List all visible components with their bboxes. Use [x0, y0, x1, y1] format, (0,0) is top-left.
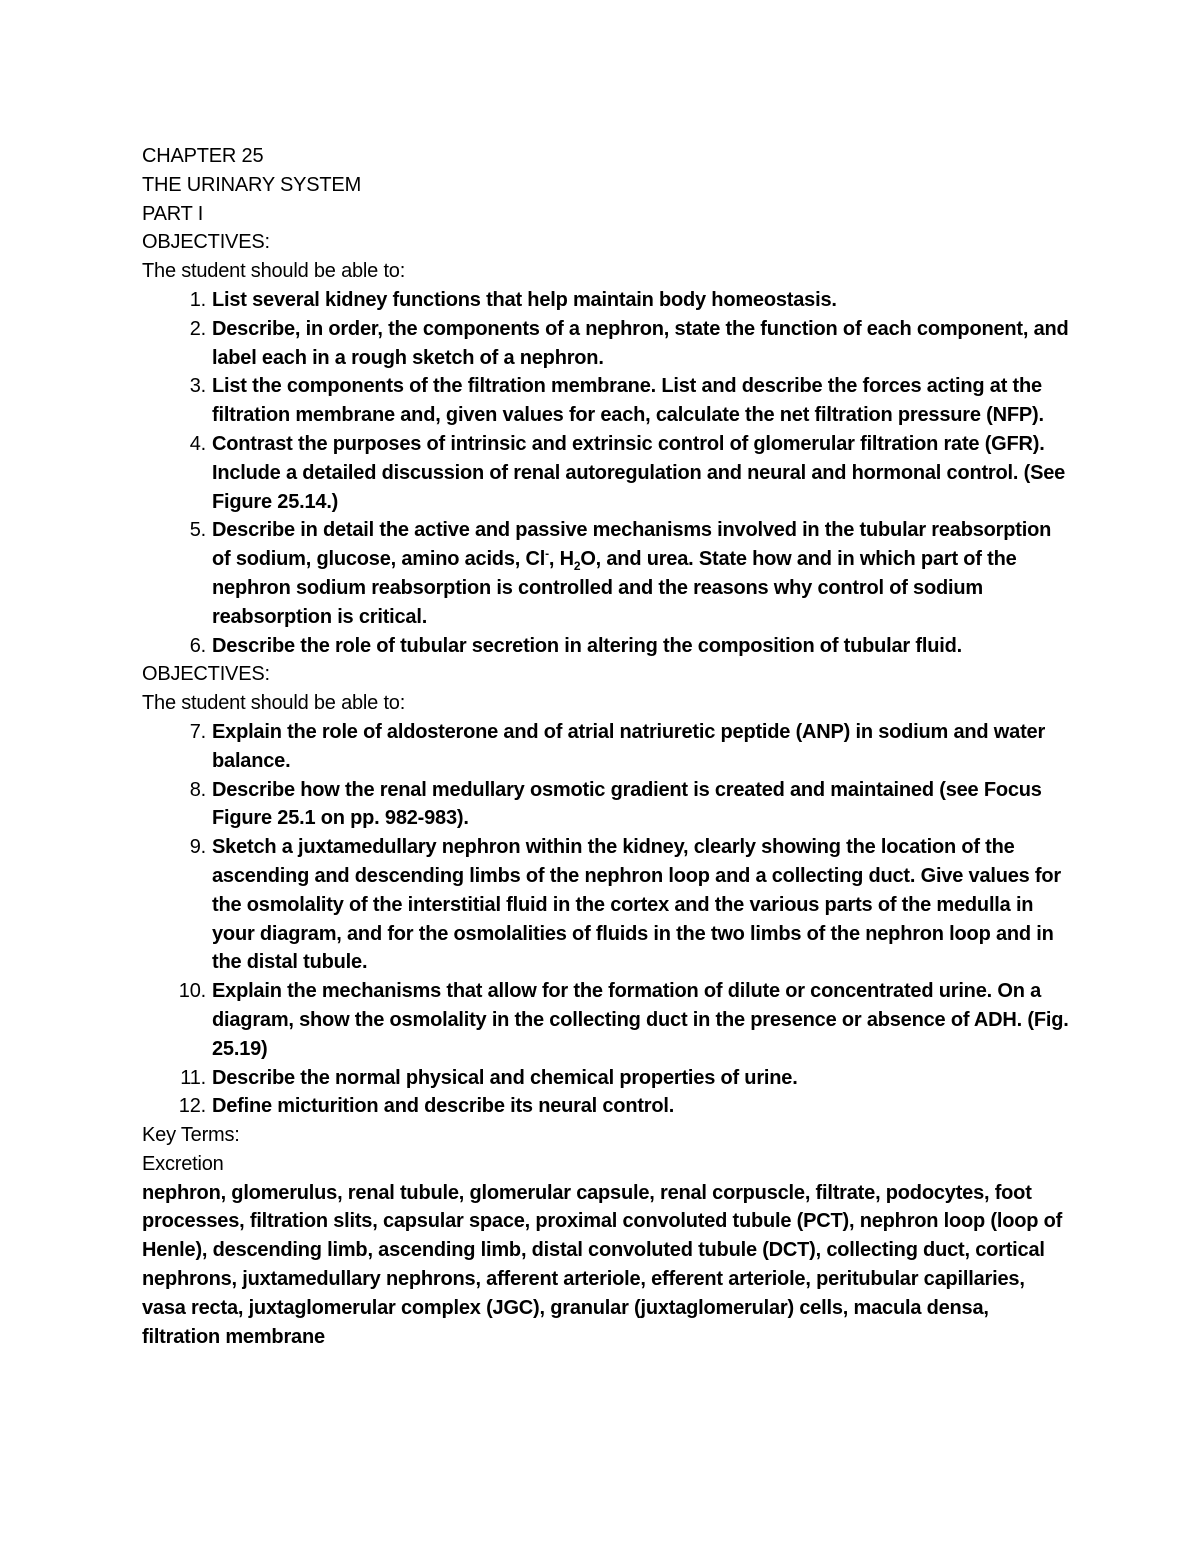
- objective-text: Describe, in order, the components of a nephron, state the function of each component, and label each in a rough sketch of a nephron.: [212, 317, 1069, 369]
- objective-number: 6.: [189, 634, 206, 657]
- objective-number: 10.: [178, 980, 206, 1003]
- objective-item: [189, 315, 1072, 373]
- objective-number: 9.: [189, 836, 206, 859]
- objective-text: List the components of the filtration membrane. List and describe the forces acting at the filtration membrane and, given values for each, calculate the net filtration pressure (NFP).: [212, 375, 1044, 427]
- objectives-intro-1: The student should be able to:: [142, 260, 406, 283]
- objectives-list-1: [142, 286, 1072, 660]
- objective-number: 1.: [189, 288, 206, 311]
- objective-text-part: Describe in detail the active and passive mechanisms involved in the tubular reabsorption of sodium, glucose, amino acids, Cl: [212, 519, 1052, 571]
- objective-number: 4.: [189, 432, 206, 455]
- objective-item: [189, 516, 1072, 631]
- key-terms-list: nephron, glomerulus, renal tubule, glomerular capsule, renal corpuscle, filtrate, podocytes, foot processes, filtration slits, capsular space, proximal convoluted tubule (PCT), nephron loop (loop of Henle), descending limb, ascending limb, distal convoluted tubule (DCT), collecting duct, cortical nephrons, juxtamedullary nephrons, afferent arteriole, efferent arteriole, peritubular capillaries, vasa recta, juxtaglomerular complex (JGC), granular (juxtaglomerular) cells, macula densa, filtration membrane: [142, 1181, 1063, 1348]
- objective-item: [189, 833, 1072, 977]
- objective-item: [189, 372, 1072, 430]
- part-label: PART I: [142, 202, 204, 225]
- objective-text: Describe the normal physical and chemical properties of urine.: [212, 1066, 798, 1089]
- objective-item: [189, 286, 1072, 315]
- key-terms-subheading: Excretion: [142, 1152, 224, 1175]
- objective-item: [189, 632, 1072, 661]
- objective-number: 3.: [189, 375, 206, 398]
- objective-text: Define micturition and describe its neural control.: [212, 1095, 675, 1118]
- objective-text: Sketch a juxtamedullary nephron within the kidney, clearly showing the location of the ascending and descending limbs of the nephron loop and a collecting duct. Give values for the osmolality of the interstitial fluid in the cortex and the various parts of the medulla in your diagram, and for the osmolalities of fluids in the two limbs of the nephron loop and in the distal tubule.: [212, 836, 1061, 974]
- objective-text: Explain the mechanisms that allow for the formation of dilute or concentrated urine. On a diagram, show the osmolality in the collecting duct in the presence or absence of ADH. (Fig. 25.19): [212, 980, 1069, 1060]
- objectives-heading-1: OBJECTIVES:: [142, 231, 270, 254]
- objective-number: 11.: [180, 1066, 206, 1089]
- objective-item: [189, 776, 1072, 834]
- objectives-intro-2: The student should be able to:: [142, 692, 406, 715]
- objective-text: List several kidney functions that help maintain body homeostasis.: [212, 288, 837, 311]
- objective-number: 7.: [189, 720, 206, 743]
- objectives-list-2: [142, 718, 1072, 1121]
- objective-text: [212, 519, 1051, 627]
- document-page: [142, 142, 1072, 1351]
- objectives-heading-2: OBJECTIVES:: [142, 663, 270, 686]
- objective-number: 5.: [189, 519, 206, 542]
- objective-item: [189, 718, 1072, 776]
- objective-item: [189, 430, 1072, 516]
- chapter-title: THE URINARY SYSTEM: [142, 173, 362, 196]
- objective-text: Contrast the purposes of intrinsic and extrinsic control of glomerular filtration rate (GFR). Include a detailed discussion of renal autoregulation and neural and hormonal control. (See Figure 25.14.): [212, 432, 1066, 513]
- objective-number: 8.: [189, 778, 206, 801]
- objective-item: [178, 1092, 1072, 1121]
- objective-text: Describe how the renal medullary osmotic gradient is created and maintained (see Focus Figure 25.1 on pp. 982-983).: [212, 778, 1042, 830]
- objective-text-part: , H: [548, 548, 574, 571]
- objective-text: Explain the role of aldosterone and of atrial natriuretic peptide (ANP) in sodium and water balance.: [212, 720, 1046, 772]
- objective-text-part: O, and urea. State how and in which part of the nephron sodium reabsorption is controlled and the reasons why control of sodium reabsorption is critical.: [212, 548, 1017, 628]
- chapter-number: CHAPTER 25: [142, 145, 264, 167]
- superscript: -: [545, 546, 549, 561]
- objective-item: [180, 1064, 1072, 1093]
- subscript: 2: [573, 559, 581, 574]
- objective-number: 2.: [189, 317, 206, 340]
- objective-item: [178, 977, 1072, 1063]
- objective-number: 12.: [178, 1095, 206, 1118]
- key-terms-heading: Key Terms:: [142, 1124, 240, 1147]
- objective-text: Describe the role of tubular secretion in altering the composition of tubular fluid.: [212, 634, 962, 657]
